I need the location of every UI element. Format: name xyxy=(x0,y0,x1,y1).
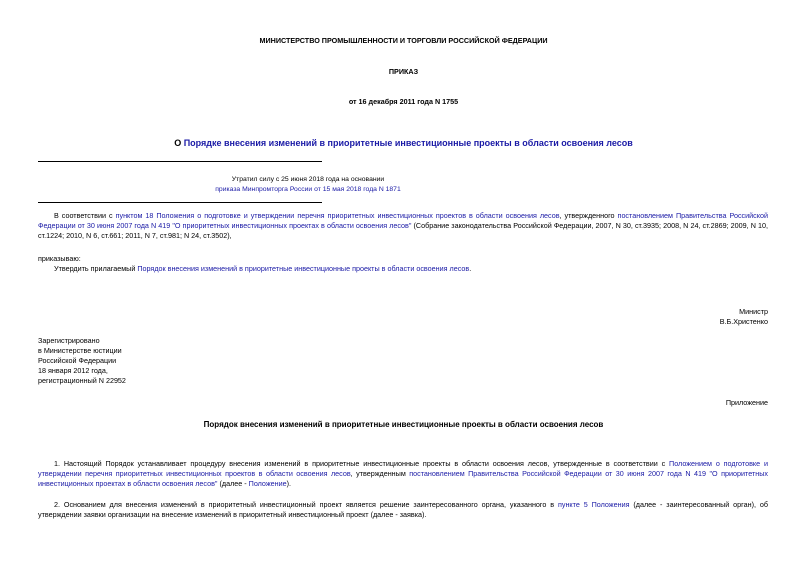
clause-1-text: (далее - xyxy=(217,479,249,488)
signature-name: В.Б.Христенко xyxy=(719,317,768,326)
status-line: Утратил силу с 25 июня 2018 года на основании xyxy=(231,176,385,183)
ministry-heading: МИНИСТЕРСТВО ПРОМЫШЛЕННОСТИ И ТОРГОВЛИ РОССИЙСКОЙ ФЕДЕРАЦИИ xyxy=(259,36,548,45)
clause-1-link-regulation[interactable]: Положением о подготовке и утверждении перечня приоритетных инвестиционных проектов в области освоения лесов xyxy=(38,459,768,478)
appendix-label: Приложение xyxy=(725,398,768,407)
title-prefix: О xyxy=(174,138,184,148)
clause-2 xyxy=(38,500,768,520)
clause-1-text: ). xyxy=(286,479,292,488)
registration-line: Зарегистрировано xyxy=(38,336,100,345)
preamble-link-clause[interactable]: пунктом 18 Положения о подготовке и утверждении перечня приоритетных инвестиционных проектов в области освоения лесов xyxy=(115,211,560,220)
clause-2-link-item5[interactable]: пункте 5 Положения xyxy=(557,500,630,509)
preamble-text: , утвержденного xyxy=(559,211,618,220)
order-text: . xyxy=(469,264,472,273)
document-type: ПРИКАЗ xyxy=(388,67,419,76)
preamble-link-resolution[interactable]: постановлением Правительства Российской Федерации от 30 июня 2007 года N 419 "О приоритетных инвестиционных проектах в области освоения лесов" xyxy=(38,211,768,230)
clause-1 xyxy=(38,459,768,489)
signature-position: Министр xyxy=(739,307,768,316)
registration-block xyxy=(38,336,126,386)
preamble-text: В соответствии с xyxy=(54,211,116,220)
preamble-text: (Собрание законодательства Российской Федерации, 2007, N 30, ст.3935; 2008, N 24, ст.2869; 2009, N 10, ст.1224; 2010, N 6, ст.661; 2011, N 7, ст.981; N 24, ст.3502), xyxy=(38,221,768,240)
document-date-number: от 16 декабря 2011 года N 1755 xyxy=(348,97,459,106)
registration-line: в Министерстве юстиции xyxy=(38,346,122,355)
repeal-order-link[interactable]: приказа Минпромторга России от 15 мая 2018 года N 1871 xyxy=(215,186,401,193)
registration-line: регистрационный N 22952 xyxy=(38,376,126,385)
clause-2-text: (далее - заинтересованный орган), об утверждении заявки организации на внесение изменений в приоритетный инвестиционный проект (далее - заявка). xyxy=(38,500,768,519)
preamble-paragraph xyxy=(38,211,768,241)
separator-bottom xyxy=(38,202,322,203)
title-link[interactable]: Порядке внесения изменений в приоритетные инвестиционные проекты в области освоения лесов xyxy=(183,138,633,148)
appendix-title: Порядок внесения изменений в приоритетные инвестиционные проекты в области освоения лесов xyxy=(203,420,604,429)
clause-2-text: 2. Основанием для внесения изменений в приоритетный инвестиционный проект является решение заинтересованного органа, указанного в xyxy=(54,500,558,509)
registration-line: 18 января 2012 года, xyxy=(38,366,108,375)
order-link-procedure[interactable]: Порядок внесения изменений в приоритетные инвестиционные проекты в области освоения лесов xyxy=(137,264,470,273)
clause-1-link-resolution[interactable]: постановлением Правительства Российской Федерации от 30 июня 2007 года N 419 "О приоритетных инвестиционных проектах в области освоения лесов" xyxy=(38,469,768,488)
order-label: приказываю: xyxy=(38,254,81,263)
separator-top xyxy=(38,161,322,162)
order-paragraph xyxy=(38,264,768,274)
clause-1-link-short[interactable]: Положение xyxy=(248,479,287,488)
status-note xyxy=(38,175,578,195)
document-title xyxy=(0,137,807,149)
registration-line: Российской Федерации xyxy=(38,356,117,365)
order-text: Утвердить прилагаемый xyxy=(54,264,138,273)
clause-1-text: 1. Настоящий Порядок устанавливает процедуру внесения изменений в приоритетные инвестиционные проекты в области освоения лесов, утвержденные в соответствии с xyxy=(54,459,670,468)
clause-1-text: , утвержденным xyxy=(350,469,410,478)
